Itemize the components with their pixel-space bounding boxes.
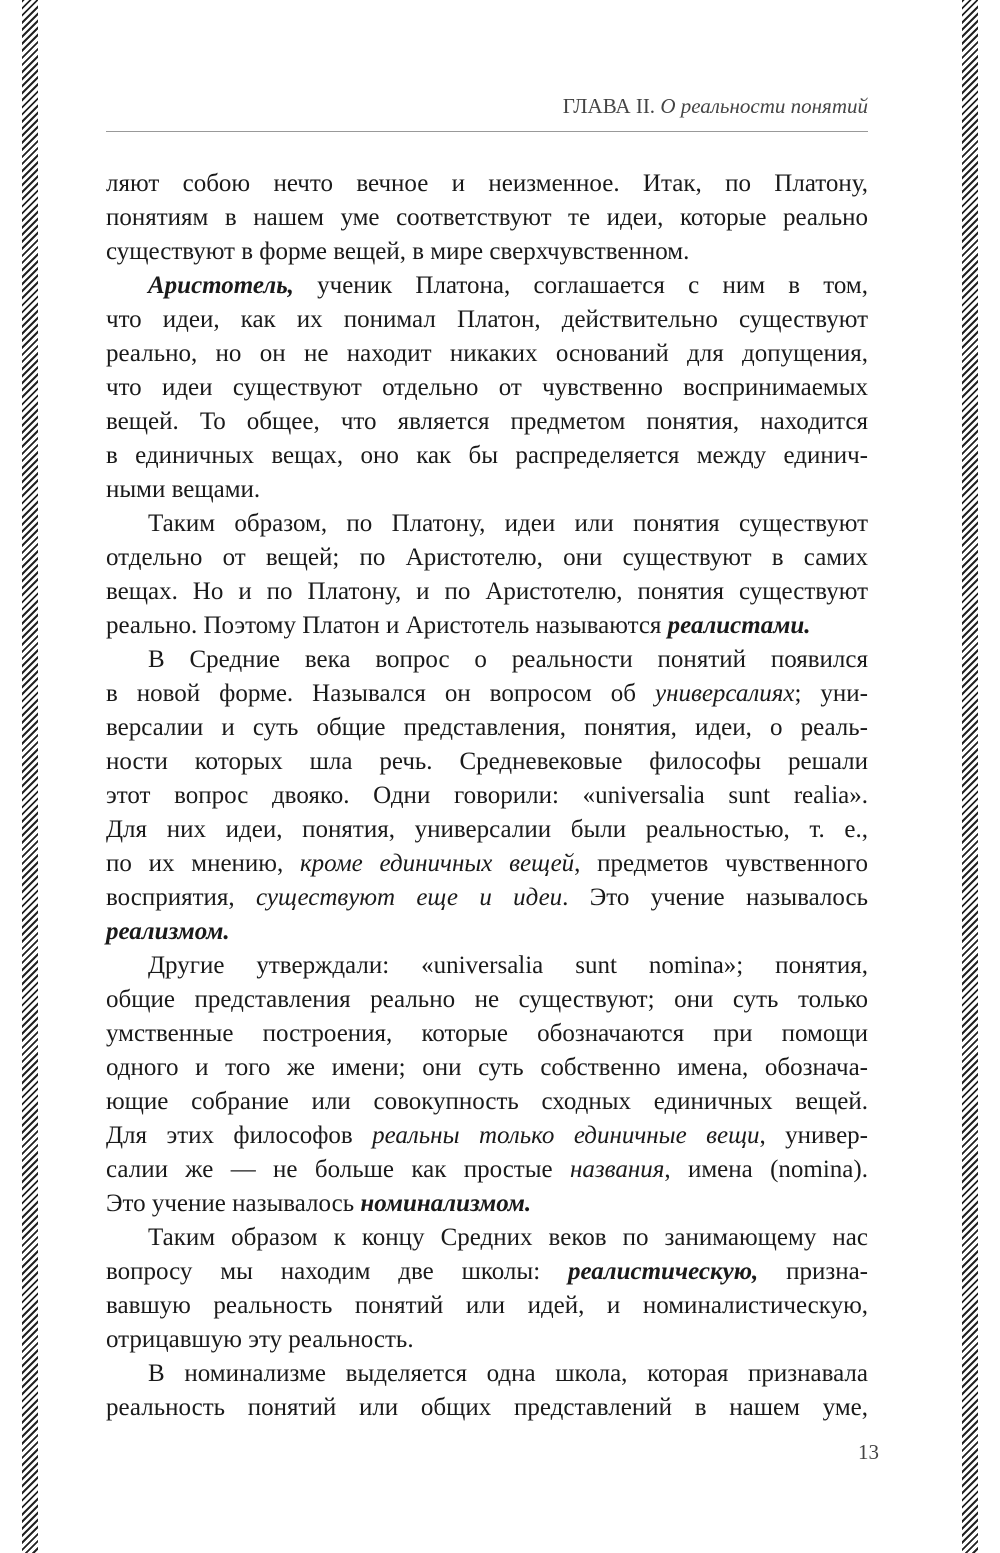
- emphasis: существуют еще и идеи: [255, 884, 563, 911]
- text-line: Таким образом, по Платону, идеи или понятия существуют: [148, 510, 868, 537]
- text-line: реально. Поэтому Платон и Аристотель называются реалистами.: [106, 612, 811, 639]
- text-line: В Средние века вопрос о реальности понятий появился: [148, 646, 868, 673]
- text-line: вавшую реальность понятий или идей, и номиналистическую,: [106, 1292, 868, 1319]
- running-header: [106, 92, 868, 120]
- text-line: Для них идеи, понятия, универсалии были реальностью, т. е.,: [106, 816, 868, 843]
- text-line: умственные построения, которые обозначаются при помощи: [106, 1020, 868, 1047]
- paragraph: [106, 1357, 868, 1425]
- body-text: [106, 167, 868, 1425]
- emphasis: кроме единичных вещей: [299, 850, 575, 877]
- running-header-chapter: ГЛАВА II.: [562, 94, 656, 118]
- text-line: что идеи, как их понимал Платон, действительно существуют: [106, 306, 868, 333]
- emphasis: названия: [569, 1156, 665, 1183]
- text-line: отдельно от вещей; по Аристотелю, они существуют в самих: [106, 544, 868, 571]
- text-line: Для этих философов реальны только единичные вещи, универ-: [106, 1122, 868, 1149]
- term-realism: реализмом.: [106, 918, 230, 945]
- text-line: версалии и суть общие представления, понятия, идеи, о реаль-: [106, 714, 868, 741]
- text-line: общие представления реально не существуют; они суть только: [106, 986, 868, 1013]
- text-line: что идеи существуют отдельно от чувственно воспринимаемых: [106, 374, 868, 401]
- text-line: ными вещами.: [106, 476, 261, 503]
- paragraph: [106, 1221, 868, 1357]
- text-line: [106, 915, 868, 949]
- text-line: понятиям в нашем уме соответствуют те идеи, которые реально: [106, 204, 868, 231]
- text-line: ляют собою нечто вечное и неизменное. Итак, по Платону,: [106, 170, 868, 197]
- paragraph: [106, 507, 868, 643]
- text-line: реально, но он не находит никаких оснований для допущения,: [106, 340, 868, 367]
- term-aristotle: Аристотель,: [148, 272, 294, 299]
- text-line: в новой форме. Назывался он вопросом об универсалиях; уни-: [106, 680, 869, 707]
- text-line: ющие собрание или совокупность сходных единичных вещей.: [106, 1088, 868, 1115]
- text-line: восприятия, существуют еще и идеи. Это учение называлось: [106, 884, 868, 911]
- emphasis: реальны только единичные вещи: [372, 1122, 760, 1149]
- header-rule: [106, 131, 868, 132]
- page-number: 13: [858, 1440, 879, 1464]
- term-nominalism: номинализмом.: [360, 1190, 532, 1217]
- text-line: Другие утверждали: «universalia sunt nomina»; понятия,: [148, 952, 868, 979]
- text-line: этот вопрос двояко. Одни говорили: «universalia sunt realia».: [106, 782, 868, 809]
- text-line: Это учение называлось номинализмом.: [106, 1190, 532, 1217]
- running-header-title: О реальности понятий: [660, 94, 868, 118]
- paragraph: [106, 269, 868, 507]
- text-line: в единичных вещах, оно как бы распределяется между единич-: [106, 442, 868, 469]
- text-line: Таким образом к концу Средних веков по занимающему нас: [148, 1224, 868, 1251]
- text-line: Аристотель, ученик Платона, соглашается с ним в том,: [148, 272, 868, 299]
- paragraph: [106, 643, 868, 949]
- text-line: В номинализме выделяется одна школа, которая признавала: [148, 1360, 868, 1387]
- text-line: ности которых шла речь. Средневековые философы решали: [106, 748, 868, 775]
- term-realists: реалистами.: [667, 612, 811, 639]
- text-line: вопросу мы находим две школы: реалистическую, призна-: [106, 1258, 869, 1285]
- text-line: одного и того же имени; они суть собственно имена, обознача-: [106, 1054, 868, 1081]
- term-universals: универсалиях: [654, 680, 795, 707]
- text-line: салии же — не больше как простые названия, имена (nomina).: [106, 1156, 868, 1183]
- text-line: по их мнению, кроме единичных вещей, предметов чувственного: [106, 850, 868, 877]
- paragraph: [106, 167, 868, 269]
- decorative-border-right: [962, 0, 978, 1553]
- text-line: существуют в форме вещей, в мире сверхчувственном.: [106, 238, 690, 265]
- text-line: вещах. Но и по Платону, и по Аристотелю, понятия существуют: [106, 578, 868, 605]
- decorative-border-left: [22, 0, 38, 1553]
- text-line: вещей. То общее, что является предметом понятия, находится: [106, 408, 868, 435]
- text-line: отрицавшую эту реальность.: [106, 1326, 414, 1353]
- term-realistic: реалистическую,: [568, 1258, 759, 1285]
- paragraph: [106, 949, 868, 1221]
- text-line: реальность понятий или общих представлений в нашем уме,: [106, 1394, 868, 1421]
